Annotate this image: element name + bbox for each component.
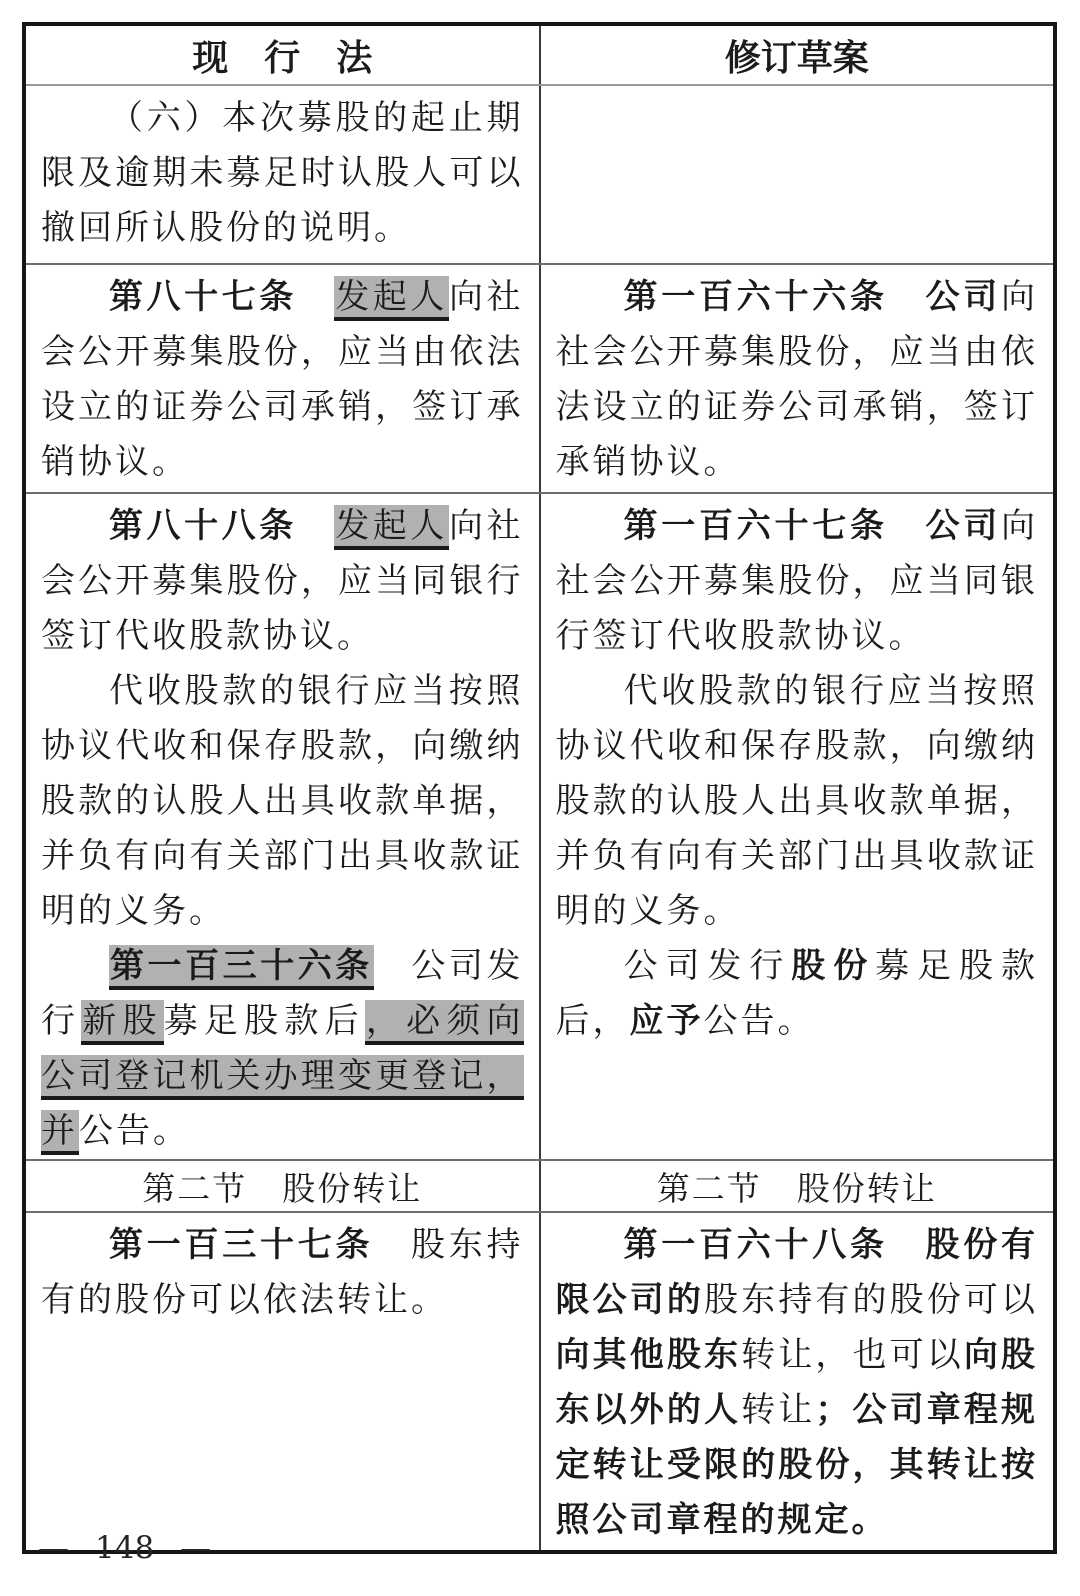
text-run: 公司发行 <box>623 946 792 986</box>
bold-text-run: 公司 <box>925 277 1001 317</box>
cell-draft-article-168 <box>540 1212 1056 1552</box>
text-run <box>297 506 335 546</box>
text-run <box>297 277 335 317</box>
footer-dash-left: — <box>38 1530 69 1566</box>
bold-text-run: 向其他股东 <box>555 1335 742 1375</box>
row-item-six <box>24 85 1055 264</box>
row-section-title <box>24 1160 1055 1212</box>
text-run: 公司发行 <box>41 946 524 1041</box>
cell-current-article-88-136 <box>24 493 540 1160</box>
text-run: 向社会公开募集股份，应当由依法设立的证券公司承销，签订承销协议。 <box>555 277 1038 482</box>
text-run: 募足股款后 <box>163 1001 365 1041</box>
footer-number: 148 <box>95 1530 155 1566</box>
text-run: 代收股款的银行应当按照协议代收和保存股款，向缴纳股款的认股人出具收款单据，并负有向有关部门出具收款证明的义务。 <box>41 671 524 931</box>
row-article-88-167 <box>24 493 1055 1160</box>
paragraph <box>556 270 1039 490</box>
paragraph <box>556 499 1039 664</box>
text-run: 转让 <box>741 1390 816 1430</box>
text-run: 股东持有的股份可以依法转让。 <box>41 1225 524 1320</box>
paragraph <box>41 499 524 664</box>
paragraph <box>556 1218 1039 1548</box>
row-article-87-166 <box>24 264 1055 493</box>
highlighted-text-run: ，必须向公司登记机关办理变更登记，并 <box>41 1000 524 1155</box>
cell-draft-section-title: 第二节 股份转让 <box>540 1160 1056 1212</box>
text-run: 股东持有的股份可以 <box>704 1280 1038 1320</box>
text-run: 代收股款的银行应当按照协议代收和保存股款，向缴纳股款的认股人出具收款单据，并负有向有关部门出具收款证明的义务。 <box>555 671 1038 931</box>
highlighted-text-run: 发起人 <box>334 505 449 550</box>
cell-current-article-137 <box>24 1212 540 1552</box>
paragraph <box>41 1218 524 1328</box>
highlighted-text-run: 新股 <box>81 1000 163 1045</box>
paragraph <box>556 939 1039 1049</box>
header-row <box>24 24 1055 85</box>
row-article-137-168 <box>24 1212 1055 1552</box>
text-run: 向社会公开募集股份，应当同银行签订代收股款协议。 <box>41 506 524 656</box>
bold-text-run: 第八十八条 <box>109 506 297 546</box>
bold-text-run: 向股东以外的人 <box>555 1335 1038 1430</box>
highlighted-text-run: 第一百三十六条 <box>109 945 374 990</box>
bold-text-run: 第八十七条 <box>109 277 297 317</box>
bold-text-run: 股份有限公司的 <box>555 1225 1038 1320</box>
header-revision-draft: 修订草案 <box>540 24 1056 85</box>
text-run: 公告。 <box>79 1111 190 1151</box>
header-current-law: 现 行 法 <box>24 24 540 85</box>
text-run <box>888 277 926 317</box>
bold-text-run: 第一百六十七条 <box>623 506 888 546</box>
text-run: 向社会公开募集股份，应当由依法设立的证券公司承销，签订承销协议。 <box>41 277 524 482</box>
paragraph <box>41 664 524 939</box>
paragraph <box>41 270 524 490</box>
text-run: （六）本次募股的起止期限及逾期未募足时认股人可以撤回所认股份的说明。 <box>41 98 524 248</box>
cell-current-article-87 <box>24 264 540 493</box>
bold-text-run: 应予 <box>629 1001 704 1041</box>
paragraph <box>556 664 1039 939</box>
bold-text-run: 第一百三十七条 <box>109 1225 374 1265</box>
law-comparison-table <box>22 22 1057 1554</box>
text-run <box>888 1225 926 1265</box>
bold-text-run: 股份 <box>791 946 876 986</box>
bold-text-run: ；公司章程规定转让受限的股份，其转让按照公司章程的规定。 <box>555 1390 1038 1540</box>
text-run: 向社会公开募集股份，应当同银行签订代收股款协议。 <box>555 506 1038 656</box>
bold-text-run: 第一百六十八条 <box>623 1225 888 1265</box>
footer-dash-right: — <box>180 1530 212 1566</box>
bold-text-run: 第一百六十六条 <box>623 277 888 317</box>
paragraph <box>41 91 524 256</box>
cell-draft-empty <box>540 85 1056 264</box>
text-run: 募足股款后， <box>555 946 1039 1041</box>
paragraph <box>41 939 524 1159</box>
text-run <box>888 506 926 546</box>
cell-draft-article-167 <box>540 493 1056 1160</box>
highlighted-text-run: 发起人 <box>334 276 449 321</box>
text-run: 转让，也可以 <box>741 1335 964 1375</box>
cell-draft-article-166 <box>540 264 1056 493</box>
text-run: 公告。 <box>703 1001 815 1041</box>
page-number <box>38 1530 211 1566</box>
text-run <box>373 1225 411 1265</box>
cell-current-item-six <box>24 85 540 264</box>
bold-text-run: 公司 <box>925 506 1001 546</box>
text-run <box>374 946 412 986</box>
cell-current-section-title: 第二节 股份转让 <box>24 1160 540 1212</box>
